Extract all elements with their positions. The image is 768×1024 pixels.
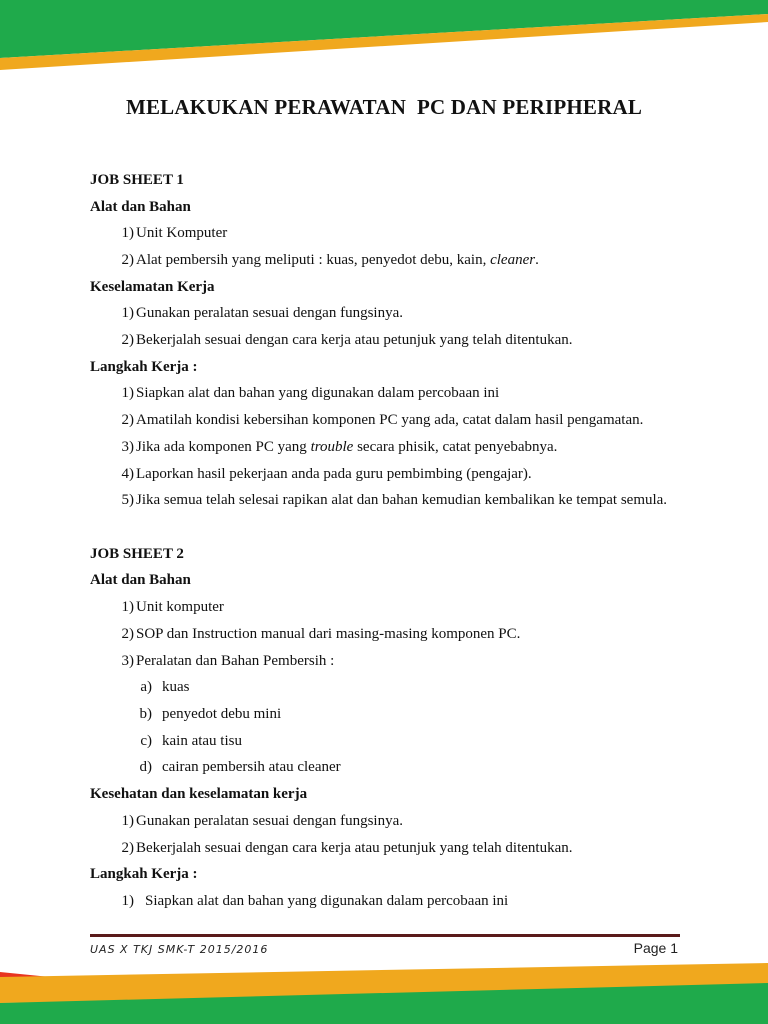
js1-langkah-heading: Langkah Kerja : — [90, 359, 198, 375]
sub-list-letter: d) — [139, 759, 152, 775]
list-item: Gunakan peralatan sesuai dengan fungsinya. — [136, 813, 403, 829]
list-number: 1) — [121, 599, 134, 615]
page-number: Page 1 — [633, 940, 678, 956]
list-item — [136, 251, 539, 269]
list-item: Bekerjalah sesuai dengan cara kerja atau petunjuk yang telah ditentukan. — [136, 332, 573, 348]
list-number: 1) — [121, 813, 134, 829]
js1-alat-heading: Alat dan Bahan — [90, 199, 191, 215]
list-item: Unit komputer — [136, 599, 224, 615]
list-number: 3) — [121, 653, 134, 669]
js2-kesehatan-heading: Kesehatan dan keselamatan kerja — [90, 786, 308, 802]
header-banner — [0, 0, 768, 75]
item-text: Alat pembersih yang meliputi : kuas, penyedot debu, kain, — [136, 252, 491, 268]
sub-list-item: kain atau tisu — [162, 733, 242, 749]
list-item: Peralatan dan Bahan Pembersih : — [136, 653, 335, 669]
list-item: Siapkan alat dan bahan yang digunakan dalam percobaan ini — [136, 385, 500, 401]
list-number: 3) — [121, 439, 134, 455]
item-italic: cleaner — [490, 252, 536, 268]
sub-list-item: kuas — [162, 679, 190, 695]
list-number: 2) — [121, 626, 134, 642]
list-number: 2) — [121, 412, 134, 428]
footer-course-label: UAS X TKJ SMK-T 2015/2016 — [90, 943, 269, 956]
sub-list-letter: b) — [139, 706, 152, 722]
list-item: Siapkan alat dan bahan yang digunakan dalam percobaan ini — [145, 893, 509, 909]
job-sheet-2-heading: JOB SHEET 2 — [90, 546, 184, 562]
footer-rule — [90, 934, 680, 937]
list-item: Bekerjalah sesuai dengan cara kerja atau petunjuk yang telah ditentukan. — [136, 840, 573, 856]
list-number: 1) — [121, 385, 134, 401]
list-item: Amatilah kondisi kebersihan komponen PC yang ada, catat dalam hasil pengamatan. — [136, 412, 644, 428]
page-title: MELAKUKAN PERAWATAN PC DAN PERIPHERAL — [125, 95, 643, 119]
list-number: 1) — [121, 305, 134, 321]
item-text: Jika ada komponen PC yang — [136, 439, 311, 455]
list-item: Unit Komputer — [136, 225, 228, 241]
list-item — [136, 438, 557, 456]
list-item: Gunakan peralatan sesuai dengan fungsinya. — [136, 305, 403, 321]
item-italic: trouble — [310, 439, 354, 455]
list-number: 2) — [121, 252, 134, 268]
list-number: 4) — [121, 466, 134, 482]
list-number: 2) — [121, 332, 134, 348]
list-number: 1) — [121, 225, 134, 241]
sub-list-letter: c) — [140, 733, 152, 749]
footer-banner — [0, 955, 768, 1024]
item-end: . — [535, 252, 539, 268]
list-item: Laporkan hasil pekerjaan anda pada guru pembimbing (pengajar). — [136, 466, 532, 482]
js1-keselamatan-heading: Keselamatan Kerja — [90, 279, 215, 295]
list-number: 2) — [121, 840, 134, 856]
js2-langkah-heading: Langkah Kerja : — [90, 866, 198, 882]
sub-list-item: penyedot debu mini — [162, 706, 282, 722]
list-item: Jika semua telah selesai rapikan alat dan bahan kemudian kembalikan ke tempat semula. — [136, 492, 668, 508]
list-number: 5) — [121, 492, 134, 508]
js2-alat-heading: Alat dan Bahan — [90, 572, 191, 588]
sub-list-item: cairan pembersih atau cleaner — [162, 759, 341, 775]
list-item: SOP dan Instruction manual dari masing-masing komponen PC. — [136, 626, 521, 642]
job-sheet-1-heading: JOB SHEET 1 — [90, 172, 184, 188]
sub-list-letter: a) — [140, 679, 152, 695]
list-number: 1) — [121, 893, 134, 909]
item-end: secara phisik, catat penyebabnya. — [353, 439, 558, 455]
